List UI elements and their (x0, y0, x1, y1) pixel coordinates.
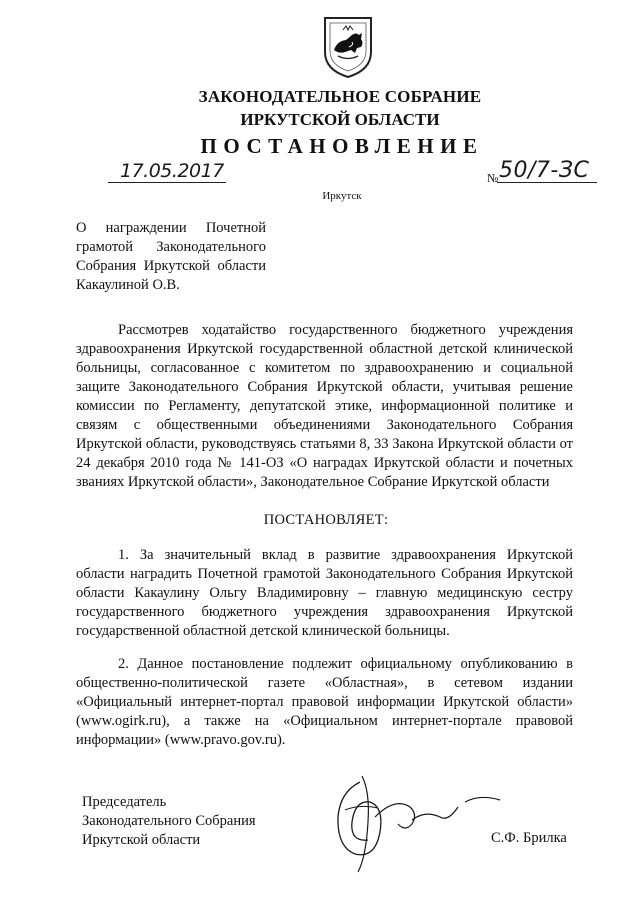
decree-item-2: 2. Данное постановление подлежит официальному опубликованию в общественно-политической газете «Областная», в сетевом издании «Официальный интернет-портал правовой информации Иркутской области» (www.ogirk.ru), а также на «Официальном интернет-портале правовой информации» (www.pravo.gov.ru). (76, 656, 573, 748)
signer-title-line3: Иркутской области (82, 832, 201, 848)
date-underline (108, 182, 226, 183)
document-type-title: ПОСТАНОВЛЕНИЕ (200, 134, 484, 158)
city-name: Иркутск (322, 190, 362, 202)
signer-title-line2: Законодательного Собрания (82, 813, 256, 829)
coat-of-arms-icon (321, 14, 375, 80)
handwritten-date: 17.05.2017 (120, 160, 224, 182)
organization-name-line2: ИРКУТСКОЙ ОБЛАСТИ (240, 110, 440, 129)
handwritten-signature (300, 762, 510, 882)
number-underline (497, 182, 597, 183)
decree-item-1: 1. За значительный вклад в развитие здравоохранения Иркутской области наградить Почетной грамотой Законодательного Собрания Иркутской области Какаулину Ольгу Владимировну – главную медицинскую сестру государственного бюджетного учреждения здравоохранения Иркутской государственной областной детской клинической больницы. (76, 547, 573, 639)
signer-title (82, 793, 256, 850)
decree-heading: ПОСТАНОВЛЯЕТ: (263, 512, 389, 528)
number-label: № (487, 171, 499, 185)
signer-name: С.Ф. Брилка (491, 830, 567, 846)
document-subject: О награждении Почетной грамотой Законодательного Собрания Иркутской области Какаулиной О.В. (76, 220, 266, 293)
signer-title-line1: Председатель (82, 794, 167, 810)
handwritten-document-number: 50/7-ЗС (499, 158, 590, 183)
preamble-paragraph: Рассмотрев ходатайство государственного бюджетного учреждения здравоохранения Иркутской государственной областной детской клинической больницы, согласованное с комитетом по здравоохранению и социальной защите Законодательного Собрания Иркутской области, учитывая решение комиссии по Регламенту, депутатской этике, информационной политике и связям с общественными объединениями Законодательного Собрания Иркутской области, руководствуясь статьями 8, 33 Закона Иркутской области от 24 декабря 2010 года № 141-ОЗ «О наградах Иркутской области и почетных званиях Иркутской области», Законодательное Собрание Иркутской области (76, 322, 573, 490)
organization-name-line1: ЗАКОНОДАТЕЛЬНОЕ СОБРАНИЕ (198, 87, 482, 106)
